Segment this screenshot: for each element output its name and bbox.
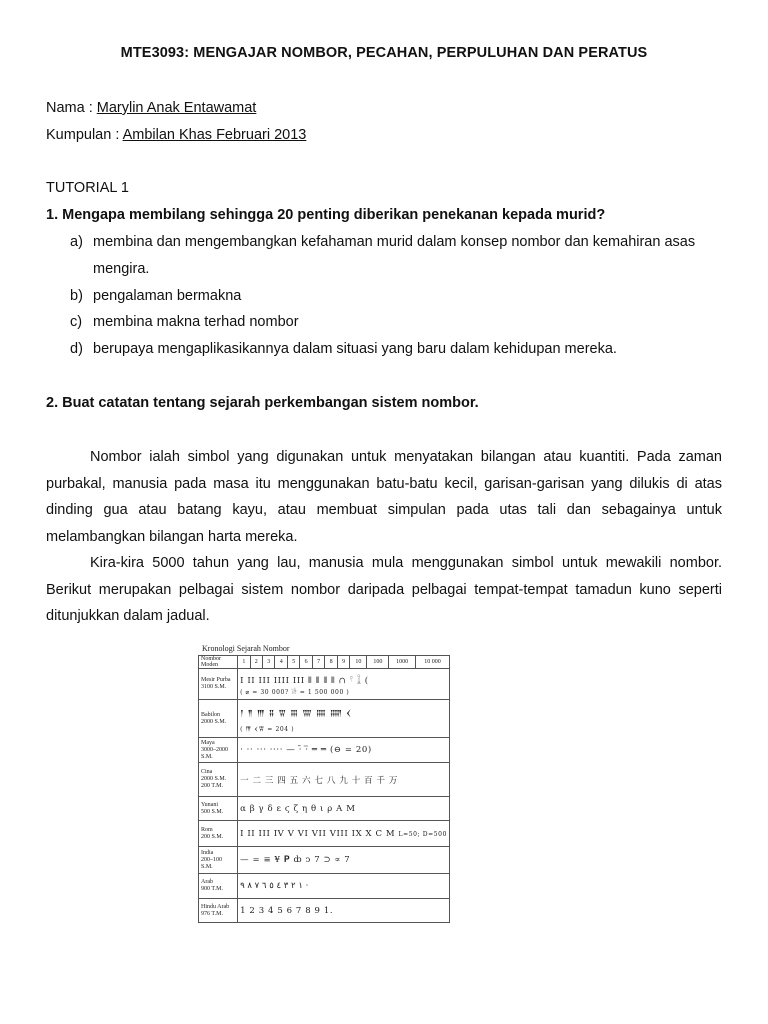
symbol-note: L=50; D=500 [398, 830, 447, 838]
answer-text: pengalaman bermakna [93, 288, 242, 304]
answer-text: membina makna terhad nombor [93, 314, 299, 330]
answer-d [70, 341, 617, 357]
header-cell: 9 [337, 656, 349, 669]
question-1: 1. Mengapa membilang sehingga 20 penting diberikan penekanan kepada murid? [46, 207, 606, 223]
answer-c [70, 314, 299, 330]
header-cell: 10 [350, 656, 367, 669]
symbols-cell: 一 二 三 四 五 六 七 八 九 十 百 千 万 [238, 763, 450, 797]
civilization-date: 900 T.M. [201, 886, 223, 892]
paragraph-2: Kira-kira 5000 tahun yang lau, manusia mula menggunakan simbol untuk mewakili nombor. Berikut merupakan pelbagai sistem nombor daripada pelbagai tempat-tempat tamadun kuno seperti ditunjukkan dalam jadual. [46, 555, 722, 625]
civilization-cell [199, 700, 238, 738]
header-cell: 8 [325, 656, 337, 669]
symbols-cell [238, 700, 450, 738]
kumpulan-value: Ambilan Khas Februari 2013 [122, 127, 307, 143]
header-cell: 7 [312, 656, 324, 669]
table-row [199, 899, 450, 923]
civilization-cell [199, 669, 238, 700]
header-cell: 5 [287, 656, 299, 669]
symbols-cell: · ·· ··· ···· — ·̄ ·̿ ═ ═ (⊖ = 20) [238, 738, 450, 763]
civilization-name: Arab [201, 879, 213, 885]
kumpulan-label: Kumpulan : [46, 127, 123, 143]
civilization-date: 976 T.M. [201, 910, 223, 917]
table-caption: Kronologi Sejarah Nombor [202, 644, 290, 653]
answer-b [70, 288, 241, 304]
symbol-note: ( ⌀ = 30 000? 𓀀 = 1 500 000 ) [240, 689, 350, 696]
civilization-date: 3000–2000 S.M. [201, 746, 228, 760]
civilization-date: 2000 S.M. [201, 718, 227, 725]
civilization-date: 200 S.M. [201, 833, 224, 840]
nama-label: Nama : [46, 100, 97, 116]
number-history-table [198, 655, 450, 923]
header-cell: 4 [275, 656, 287, 669]
header-cell: 3 [263, 656, 275, 669]
answer-marker: a) [70, 234, 83, 250]
civilization-date: 200–100 S.M. [201, 856, 222, 870]
civilization-name: Mesir Purba [201, 677, 231, 683]
symbols-cell: — = ≡ ¥ 𝐏 ȸ ↄ 7 ⊃ ∝ 7 [238, 847, 450, 874]
answer-marker: b) [70, 288, 83, 304]
civilization-cell [199, 847, 238, 874]
table-header-row [199, 656, 450, 669]
civilization-cell [199, 874, 238, 899]
civilization-cell [199, 797, 238, 821]
table-row [199, 821, 450, 847]
answer-a-continued: mengira. [93, 261, 150, 277]
civilization-name: Hindu Arab [201, 903, 230, 910]
symbols: 𒁹 𒈫 𒐈 𒐉 𒐊 𒐋 𒐌 𒐍 𒐎 𒌋 [240, 708, 352, 719]
header-cell: 2 [250, 656, 262, 669]
table-row [199, 847, 450, 874]
symbols: I II III IIII III ⦀ ⦀ ⦀ ⦀ ∩ 𓍢 𓆼 ( [240, 676, 369, 686]
civilization-name: Yunani [201, 801, 218, 808]
answer-text: berupaya mengaplikasikannya dalam situasi yang baru dalam kehidupan mereka. [93, 341, 617, 357]
civilization-cell [199, 763, 238, 797]
header-cell: 1000 [389, 656, 416, 669]
header-cell: 6 [300, 656, 312, 669]
answer-text: membina dan mengembangkan kefahaman murid dalam konsep nombor dan kemahiran asas [93, 234, 696, 250]
answer-marker: c) [70, 314, 83, 330]
civilization-name: Cina [201, 769, 213, 775]
number-history-table-image [198, 642, 452, 920]
question-2: 2. Buat catatan tentang sejarah perkembangan sistem nombor. [46, 395, 479, 411]
header-cell: 1 [238, 656, 250, 669]
table-row [199, 797, 450, 821]
symbols-cell: 1 2 3 4 5 6 7 8 9 1. [238, 899, 450, 923]
civilization-date: 2000 S.M. 200 T.M. [201, 776, 227, 789]
civilization-cell [199, 738, 238, 763]
civilization-name: Babilon [201, 711, 220, 718]
civilization-name: India [201, 849, 214, 856]
paragraph-1: Nombor ialah simbol yang digunakan untuk menyatakan bilangan atau kuantiti. Pada zaman purbakal, manusia pada masa itu menggunakan batu-batu kecil, garisan-garisan yang dilukis di atas dinding gua atau batang kayu, atau membuat simpulan pada utas tali dan sebagainya untuk melambangkan bilangan harta mereka. [46, 449, 722, 545]
civilization-cell [199, 821, 238, 847]
header-cell: 100 [367, 656, 389, 669]
symbols-cell [238, 669, 450, 700]
civilization-name: Rom [201, 826, 213, 833]
symbols-cell: α β γ δ ε ϛ ζ η θ ι ρ Α Μ [238, 797, 450, 821]
table-row [199, 669, 450, 700]
tutorial-heading: TUTORIAL 1 [46, 180, 129, 196]
symbol-note: ( 𒐈 𒌋𒐊 = 204 ) [240, 725, 295, 733]
header-cell: Nombor Moden [199, 656, 238, 669]
civilization-date: 3100 S.M. [201, 684, 227, 690]
document-title: MTE3093: MENGAJAR NOMBOR, PECAHAN, PERPULUHAN DAN PERATUS [120, 45, 648, 61]
nama-line [46, 100, 256, 116]
civilization-name: Maya [201, 739, 215, 746]
symbols-cell: ١ ٢ ٣ ٤ ٥ ٦ ٧ ٨ ٩ · [238, 874, 450, 899]
table-row [199, 763, 450, 797]
header-cell: 10 000 [415, 656, 449, 669]
table-row [199, 738, 450, 763]
nama-value: Marylin Anak Entawamat [96, 100, 257, 116]
civilization-date: 500 S.M. [201, 808, 224, 815]
kumpulan-line [46, 127, 306, 143]
answer-a [70, 234, 695, 250]
civilization-cell [199, 899, 238, 923]
table-row [199, 700, 450, 738]
table-row [199, 874, 450, 899]
symbols: I II III IV V VI VII VIII IX X C M [240, 828, 396, 839]
symbols-cell [238, 821, 450, 847]
answer-marker: d) [70, 341, 83, 357]
